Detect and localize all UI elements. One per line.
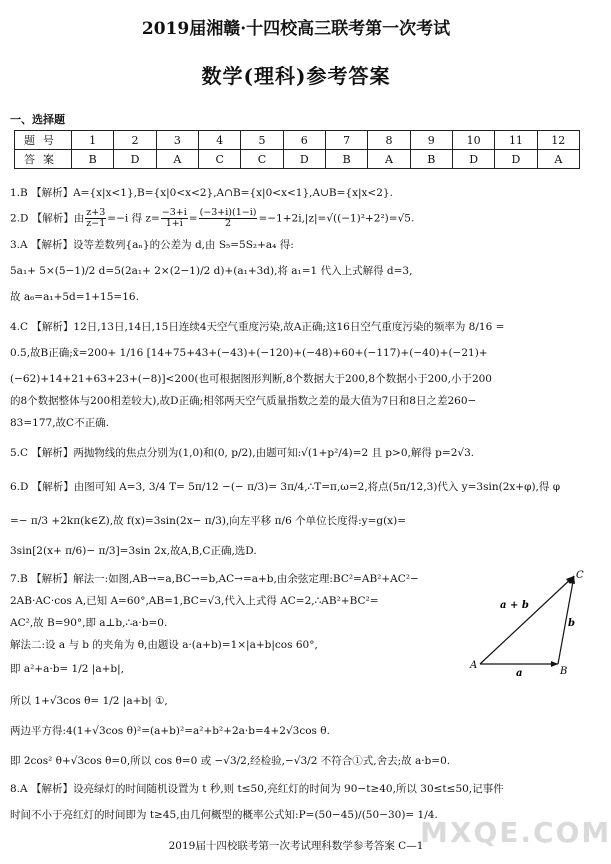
- question-number: 10: [452, 131, 494, 150]
- vector-triangle-figure: [470, 568, 588, 680]
- numerator: (−3+i)(1−i): [199, 207, 257, 218]
- solution-2-part: =: [188, 212, 198, 225]
- solution-8: 8.A 【解析】设亮绿灯的时间随机设置为 t 秒,则 t≤50,亮红灯的时间为 90−t≥40,所以 30≤t≤50,记事件: [10, 783, 504, 795]
- question-number: 6: [283, 131, 325, 150]
- solution-2: [10, 208, 582, 229]
- question-number: 3: [156, 131, 198, 150]
- question-number: 4: [198, 131, 240, 150]
- page-footer: 2019届十四校联考第一次考试理科数学参考答案 C—1: [168, 840, 424, 852]
- question-number: 12: [537, 131, 579, 150]
- answer-label: 答案: [15, 150, 72, 169]
- watermark: MXQE.COM: [420, 816, 611, 849]
- solution-2-part: =−1+2i,|z|=√((−1)²+2²)=√5.: [258, 212, 415, 225]
- answer-cell: D: [452, 150, 494, 169]
- answer-cell: C: [198, 150, 240, 169]
- solution-4-line-3: (−62)+14+21+63+23+(−8)]<200(也可根据图形判断,8个数据大于200,8个数据小于200,小于200: [10, 373, 492, 385]
- question-number: 9: [410, 131, 452, 150]
- solution-7-line-8: 即 2cos² θ+√3cos θ=0,所以 cos θ=0 或 −√3/2,经检验,−√3/2 不符合①式,舍去;故 a·b=0.: [10, 755, 451, 767]
- answer-cell: B: [410, 150, 452, 169]
- solution-7-line-2: 2AB·AC·cos A,已知 A=60°,AB=1,BC=√3,代入上式得 AC=2,∴AB²+BC²=: [10, 595, 379, 607]
- solution-4-line-2: 0.5,故B正确;x̄=200+ 1/16 [14+75+43+(−43)+(−120)+(−48)+60+(−117)+(−40)+(−21)+: [10, 347, 488, 359]
- arrow-head-a: [551, 661, 558, 667]
- question-number: 2: [114, 131, 156, 150]
- solution-4-line-4: 的8个数据整体与200相差较大),故D正确;相邻两天空气质量指数之差的最大值为7日和8日之差260−: [10, 395, 477, 407]
- solution-4-line-5: 83=177,故C不正确.: [10, 417, 109, 429]
- solution-6: 6.D 【解析】由图可知 A=3, 3/4 T= 5π/12 −(− π/3)= 3π/4,∴T=π,ω=2,将点(5π/12,3)代入 y=3sin(2x+φ),得 φ: [10, 481, 561, 493]
- vertex-a-label: A: [470, 660, 478, 671]
- solution-7-line-4: 解法二:设 a 与 b 的夹角为 θ,由题设 a·(a+b)=1×|a+b|cos 60°,: [10, 639, 318, 651]
- numerator: −3+i: [161, 207, 187, 218]
- solution-7-line-7: 两边平方得:4(1+√3cos θ)²=(a+b)²=a²+b²+2a·b=4+2√3cos θ.: [10, 725, 330, 737]
- denominator: 1+i: [165, 218, 183, 229]
- solution-1: 1.B 【解析】A={x|x<1},B={x|0<x<2},A∩B={x|0<x<1},A∪B={x|x<2}.: [10, 187, 393, 199]
- fraction: [199, 208, 258, 229]
- answer-cell: B: [325, 150, 367, 169]
- solution-2-part: =−i 得 z=: [107, 212, 160, 225]
- solution-6-line-3: 3sin[2(x+ π/6)− π/3]=3sin 2x,故A,B,C正确,选D.: [10, 545, 257, 557]
- question-number-row: [15, 131, 580, 150]
- answer-cell: A: [156, 150, 198, 169]
- solution-3-line-3: 故 a₆=a₁+5d=1+15=16.: [10, 291, 139, 303]
- fraction: [85, 208, 106, 229]
- solution-3: 3.A 【解析】设等差数列{aₙ}的公差为 d,由 S₅=5S₂+a₄ 得:: [10, 239, 294, 251]
- solution-6-line-2: =− π/3 +2kπ(k∈Z),故 f(x)=3sin(2x− π/3),向左平移 π/6 个单位长度得:y=g(x)=: [10, 515, 407, 527]
- answer-cell: A: [537, 150, 579, 169]
- answer-cell: A: [368, 150, 410, 169]
- solution-7-line-6: 所以 1+√3cos θ= 1/2 |a+b| ①,: [10, 695, 168, 707]
- solution-8-line-2: 时间不小于亮红灯的时间即为 t≥45,由几何概型的概率公式知:P=(50−45)/(50−30)= 1/4.: [10, 809, 438, 821]
- numerator: z+3: [86, 207, 106, 218]
- question-number: 11: [495, 131, 537, 150]
- solution-7: 7.B 【解析】解法一:如图,AB→=a,BC→=b,AC→=a+b,由余弦定理:BC²=AB²+AC²−: [10, 573, 419, 585]
- vector-a-label: a: [516, 668, 523, 679]
- answer-cell: B: [72, 150, 114, 169]
- answer-cell: D: [283, 150, 325, 169]
- answer-cell: D: [495, 150, 537, 169]
- question-number: 7: [325, 131, 367, 150]
- solution-7-line-5: 即 a²+a·b= 1/2 |a+b|,: [10, 663, 124, 675]
- vector-b-label: b: [568, 618, 575, 629]
- solution-2-part: 2.D 【解析】由: [10, 212, 85, 225]
- question-number: 1: [72, 131, 114, 150]
- answer-row: [15, 150, 580, 169]
- solution-7-line-3: AC²,故 B=90°,即 a⊥b,∴a·b=0.: [10, 617, 168, 629]
- question-number: 8: [368, 131, 410, 150]
- answer-cell: D: [114, 150, 156, 169]
- denominator: z−1: [86, 218, 106, 229]
- exam-title: 2019届湘赣·十四校高三联考第一次考试: [141, 19, 451, 39]
- vertex-b-label: B: [560, 666, 568, 677]
- solution-5: 5.C 【解析】两抛物线的焦点分别为(1,0)和(0, p/2),由题可知:√(1+p²/4)=2 且 p>0,解得 p=2√3.: [10, 447, 475, 459]
- solution-3-line-2: 5a₁+ 5×(5−1)/2 d=5(2a₁+ 2×(2−1)/2 d)+(a₁+3d),将 a₁=1 代入上式解得 d=3,: [10, 265, 413, 277]
- fraction: [161, 208, 188, 229]
- question-number: 5: [241, 131, 283, 150]
- exam-subtitle: 数学(理科)参考答案: [201, 64, 391, 88]
- answer-table: [14, 130, 580, 169]
- solution-4: 4.C 【解析】12日,13日,14日,15日连续4天空气重度污染,故A正确;这16日空气重度污染的频率为 8/16 =: [10, 321, 505, 333]
- vertex-c-label: C: [576, 570, 584, 581]
- question-label: 题号: [15, 131, 72, 150]
- denominator: 2: [225, 218, 232, 229]
- section-title: 一、选择题: [10, 113, 65, 126]
- answer-cell: C: [241, 150, 283, 169]
- vector-ab-label: a + b: [500, 600, 529, 611]
